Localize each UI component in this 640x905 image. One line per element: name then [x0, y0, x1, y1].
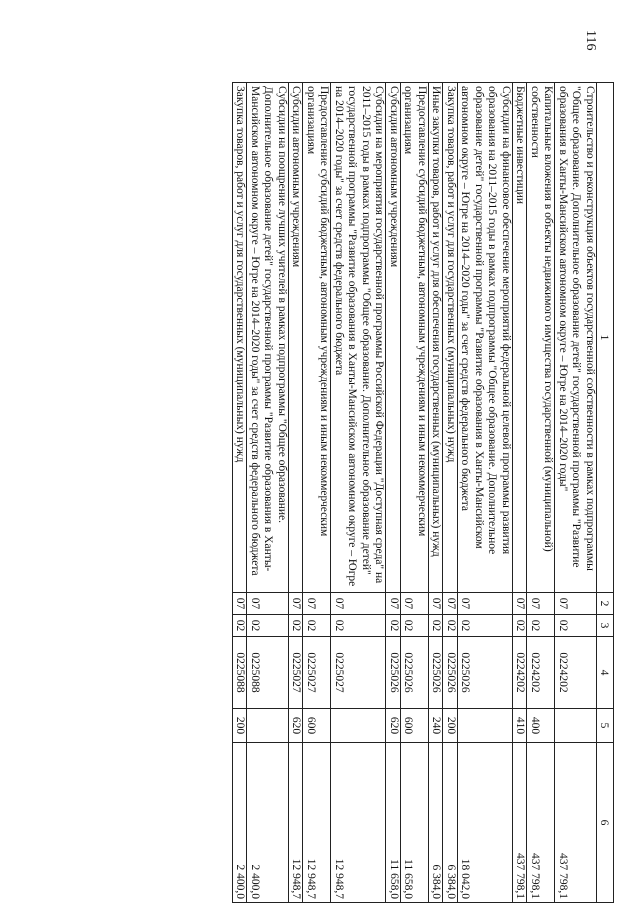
table-row — [331, 83, 386, 903]
row-expense-type-cell: 400 — [527, 709, 555, 743]
page-number: 116 — [583, 30, 598, 51]
row-name-cell: Иные закупки товаров, работ и услуг для обеспечения государственных (муниципальных) нужд — [429, 83, 444, 593]
row-section-cell: 07 — [303, 593, 331, 615]
row-section-cell: 07 — [233, 593, 248, 615]
row-target-code-cell: 0225027 — [331, 637, 386, 709]
row-expense-type-cell: 200 — [233, 709, 248, 743]
row-section-cell: 07 — [386, 593, 401, 615]
row-amount-cell: 11 658,0 — [401, 743, 429, 903]
row-section-cell: 07 — [458, 593, 513, 615]
row-amount-cell: 2 400,0 — [233, 743, 248, 903]
row-subsection-cell: 02 — [458, 615, 513, 637]
row-name-cell: Предоставление субсидий бюджетным, автономным учреждениям и иным некоммерческим организациям — [401, 83, 429, 593]
header-cell: 4 — [597, 637, 614, 709]
row-name-cell: Капитальные вложения в объекты недвижимого имущества государственной (муниципальной) собственности — [527, 83, 555, 593]
row-subsection-cell: 02 — [233, 615, 248, 637]
row-target-code-cell: 0225026 — [443, 637, 458, 709]
header-cell: 2 — [597, 593, 614, 615]
row-amount-cell: 6 384,0 — [429, 743, 444, 903]
row-target-code-cell: 0224202 — [513, 637, 528, 709]
table-row — [401, 83, 429, 903]
row-section-cell: 07 — [401, 593, 429, 615]
table-row — [513, 83, 528, 903]
row-name-cell: Субсидии автономным учреждениям — [386, 83, 401, 593]
row-amount-cell: 12 948,7 — [331, 743, 386, 903]
row-amount-cell: 18 042,0 — [458, 743, 513, 903]
row-expense-type-cell — [555, 709, 597, 743]
row-section-cell: 07 — [555, 593, 597, 615]
row-expense-type-cell — [458, 709, 513, 743]
row-name-cell: Субсидии на поощрение лучших учителей в рамках подпрограммы "Общее образование. Дополнительное образование детей" государственной программы "Развитие образования в Ханты-Мансийском автономном округе – Югре на 2014–2020 годы" за счет средств федерального бюджета — [247, 83, 289, 593]
row-target-code-cell: 0224202 — [527, 637, 555, 709]
row-target-code-cell: 0225026 — [386, 637, 401, 709]
row-target-code-cell: 0225026 — [401, 637, 429, 709]
row-expense-type-cell — [331, 709, 386, 743]
row-target-code-cell: 0225088 — [233, 637, 248, 709]
row-name-cell: Бюджетные инвестиции — [513, 83, 528, 593]
row-name-cell: Закупка товаров, работ и услуг для государственных (муниципальных) нужд — [443, 83, 458, 593]
row-target-code-cell: 0225026 — [429, 637, 444, 709]
row-section-cell: 07 — [513, 593, 528, 615]
row-subsection-cell: 02 — [555, 615, 597, 637]
row-expense-type-cell: 620 — [386, 709, 401, 743]
row-amount-cell: 437 798,1 — [513, 743, 528, 903]
row-amount-cell: 437 798,1 — [527, 743, 555, 903]
row-section-cell: 07 — [443, 593, 458, 615]
row-expense-type-cell: 600 — [401, 709, 429, 743]
row-subsection-cell: 02 — [289, 615, 304, 637]
row-subsection-cell: 02 — [401, 615, 429, 637]
row-expense-type-cell — [247, 709, 289, 743]
row-amount-cell: 437 798,1 — [555, 743, 597, 903]
table-row — [443, 83, 458, 903]
table-row — [429, 83, 444, 903]
row-name-cell: Субсидии автономным учреждениям — [289, 83, 304, 593]
header-cell: 1 — [597, 83, 614, 593]
row-subsection-cell: 02 — [303, 615, 331, 637]
row-subsection-cell: 02 — [331, 615, 386, 637]
row-section-cell: 07 — [289, 593, 304, 615]
budget-table-rotated — [82, 82, 614, 902]
row-section-cell: 07 — [247, 593, 289, 615]
row-target-code-cell: 0225027 — [289, 637, 304, 709]
table-row — [555, 83, 597, 903]
row-subsection-cell: 02 — [386, 615, 401, 637]
row-name-cell: Субсидии на мероприятия государственной программы Российской Федерации "Доступная среда" на 2011–2015 годы в рамках подпрограммы "Общее образование. Дополнительное образование детей" государственной программы "Развитие образования в Ханты-Мансийском автономном округе – Югре на 2014–2020 годы" за счет средств федерального бюджета — [331, 83, 386, 593]
table-body — [233, 83, 597, 903]
row-name-cell: Закупка товаров, работ и услуг для государственных (муниципальных) нужд — [233, 83, 248, 593]
row-section-cell: 07 — [331, 593, 386, 615]
row-name-cell: Предоставление субсидий бюджетным, автономным учреждениям и иным некоммерческим организациям — [303, 83, 331, 593]
row-target-code-cell: 0225088 — [247, 637, 289, 709]
table-row — [289, 83, 304, 903]
header-row — [597, 83, 614, 903]
table-row — [527, 83, 555, 903]
row-subsection-cell: 02 — [513, 615, 528, 637]
row-amount-cell: 2 400,0 — [247, 743, 289, 903]
row-name-cell: Субсидии на финансовое обеспечение мероприятий федеральной целевой программы развития образования на 2011–2015 годы в рамках подпрограммы "Общее образование. Дополнительное образование детей" государственной программы "Развитие образования в Ханты-Мансийском автономном округе – Югре на 2014–2020 годы" за счет средств федерального бюджета — [458, 83, 513, 593]
row-expense-type-cell: 600 — [303, 709, 331, 743]
row-subsection-cell: 02 — [443, 615, 458, 637]
row-target-code-cell: 0224202 — [555, 637, 597, 709]
row-expense-type-cell: 200 — [443, 709, 458, 743]
table-row — [458, 83, 513, 903]
row-amount-cell: 11 658,0 — [386, 743, 401, 903]
header-cell: 6 — [597, 743, 614, 903]
table-row — [247, 83, 289, 903]
table-row — [386, 83, 401, 903]
row-subsection-cell: 02 — [247, 615, 289, 637]
row-amount-cell: 12 948,7 — [289, 743, 304, 903]
header-cell: 5 — [597, 709, 614, 743]
row-section-cell: 07 — [527, 593, 555, 615]
table-row — [303, 83, 331, 903]
row-expense-type-cell: 410 — [513, 709, 528, 743]
row-section-cell: 07 — [429, 593, 444, 615]
row-target-code-cell: 0225027 — [303, 637, 331, 709]
row-target-code-cell: 0225026 — [458, 637, 513, 709]
row-name-cell: Строительство и реконструкция объектов государственной собственности в рамках подпрограммы "Общее образование. Дополнительное образование детей" государственной программы "Развитие образования в Ханты-Мансийском автономном округе – Югре на 2014–2020 годы" — [555, 83, 597, 593]
header-cell: 3 — [597, 615, 614, 637]
row-amount-cell: 12 948,7 — [303, 743, 331, 903]
row-subsection-cell: 02 — [527, 615, 555, 637]
row-expense-type-cell: 240 — [429, 709, 444, 743]
table-row — [233, 83, 248, 903]
row-expense-type-cell: 620 — [289, 709, 304, 743]
row-subsection-cell: 02 — [429, 615, 444, 637]
row-amount-cell: 6 384,0 — [443, 743, 458, 903]
budget-table — [232, 82, 614, 903]
